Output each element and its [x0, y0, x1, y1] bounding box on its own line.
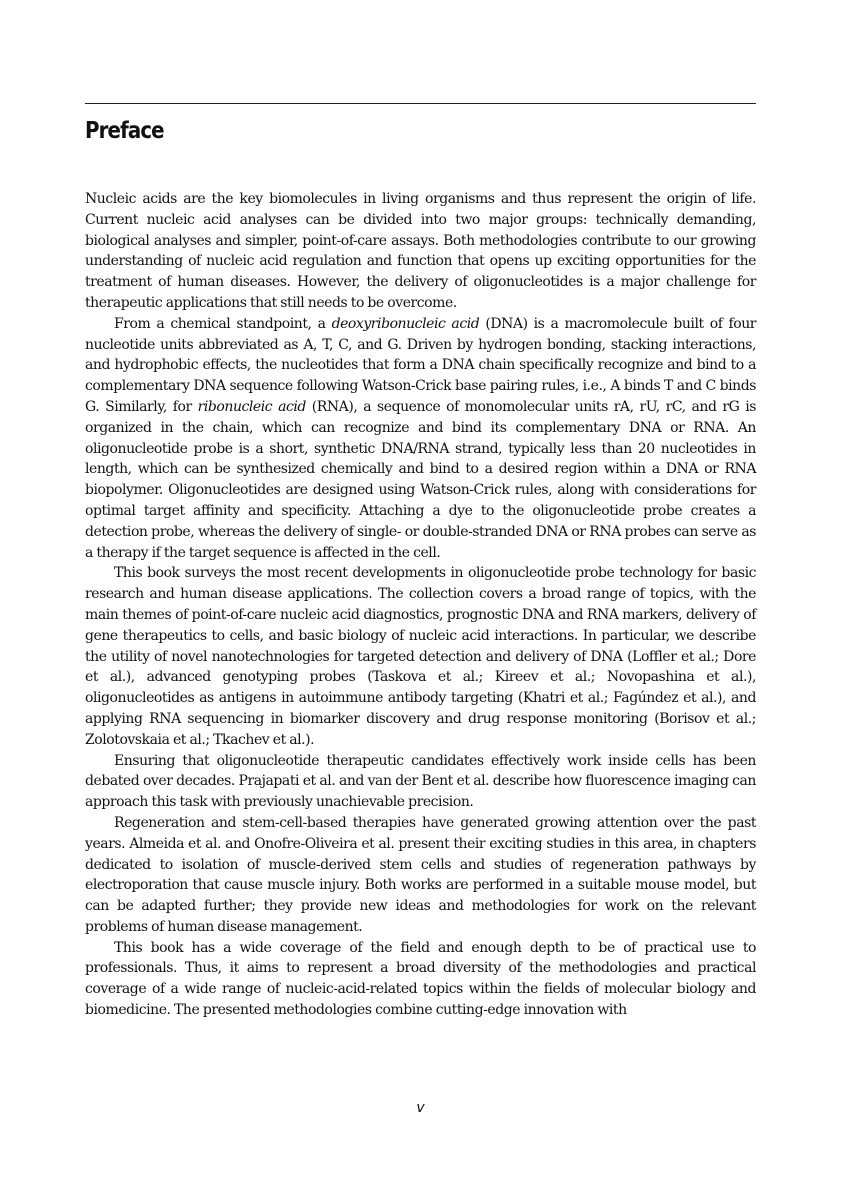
paragraph	[85, 751, 756, 813]
preface-body	[85, 189, 756, 1021]
paragraph	[85, 563, 756, 750]
text-segment: From a chemical standpoint, a	[114, 315, 332, 332]
paragraph	[85, 314, 756, 564]
text-segment: Regeneration and stem-cell-based therapies have generated growing attention over the past years. Almeida et al. and Onofre-Oliveira et al. present their exciting studies in this area, in chapters dedicated to isolation of muscle-derived stem cells and studies of regeneration pathways by electroporation that cause muscle injury. Both works are performed in a suitable mouse model, but can be adapted further; they provide new ideas and methodologies for work on the relevant problems of human disease management.	[85, 814, 756, 935]
text-segment: This book has a wide coverage of the field and enough depth to be of practical use to professionals. Thus, it aims to represent a broad diversity of the methodologies and practical coverage of a wide range of nucleic-acid-related topics within the fields of molecular biology and biomedicine. The presented methodologies combine cutting-edge innovation with	[85, 939, 756, 1019]
text-segment: (DNA) is a macromolecule built of four nucleotide units abbreviated as A, T, C, and G. Driven by hydrogen bonding, stacking interactions, and hydrophobic effects, the nucleotides that form a DNA chain specifically recognize and bind to a complementary DNA sequence following Watson-Crick base pairing rules, i.e., A binds T and C binds G. Similarly, for	[85, 315, 757, 415]
paragraph	[85, 813, 756, 938]
text-segment: Ensuring that oligonucleotide therapeutic candidates effectively work inside cells has been debated over decades. Prajapati et al. and van der Bent et al. describe how fluorescence imaging can approach this task with previously unachievable precision.	[85, 752, 756, 811]
page-number: v	[416, 1100, 425, 1116]
text-segment: (RNA), a sequence of monomolecular units rA, rU, rC, and rG is organized in the chain, which can recognize and bind its complementary DNA or RNA. An oligonucleotide probe is a short, synthetic DNA/RNA strand, typically less than 20 nucleotides in length, which can be synthesized chemically and bind to a desired region within a DNA or RNA biopolymer. Oligonucleotides are designed using Watson-Crick rules, along with considerations for optimal target affinity and specificity. Attaching a dye to the oligonucleotide probe creates a detection probe, whereas the delivery of single- or double-stranded DNA or RNA probes can serve as a therapy if the target sequence is affected in the cell.	[85, 398, 756, 561]
text-segment: Nucleic acids are the key biomolecules in living organisms and thus represent the origin of life. Current nucleic acid analyses can be divided into two major groups: technically demanding, biological analyses and simpler, point-of-care assays. Both methodologies contribute to our growing understanding of nucleic acid regulation and function that opens up exciting opportunities for the treatment of human diseases. However, the delivery of oligonucleotides is a major challenge for therapeutic applications that still needs to be overcome.	[85, 191, 756, 311]
header-rule	[85, 103, 756, 104]
emphasized-term: deoxyribonucleic acid	[331, 315, 480, 332]
emphasized-term: ribonucleic acid	[197, 398, 306, 415]
text-segment: This book surveys the most recent developments in oligonucleotide probe technology for basic research and human disease applications. The collection covers a broad range of topics, with the main themes of point-of-care nucleic acid diagnostics, prognostic DNA and RNA markers, delivery of gene therapeutics to cells, and basic biology of nucleic acid interactions. In particular, we describe the utility of novel nanotechnologies for targeted detection and delivery of DNA (Loffler et al.; Dore et al.), advanced genotyping probes (Taskova et al.; Kireev et al.; Novopashina et al.), oligonucleotides as antigens in autoimmune antibody targeting (Khatri et al.; Fagúndez et al.), and applying RNA sequencing in biomarker discovery and drug response monitoring (Borisov et al.; Zolotovskaia et al.; Tkachev et al.).	[85, 565, 756, 748]
paragraph	[85, 938, 756, 1021]
page-title: Preface	[85, 118, 164, 144]
paragraph	[85, 189, 756, 314]
